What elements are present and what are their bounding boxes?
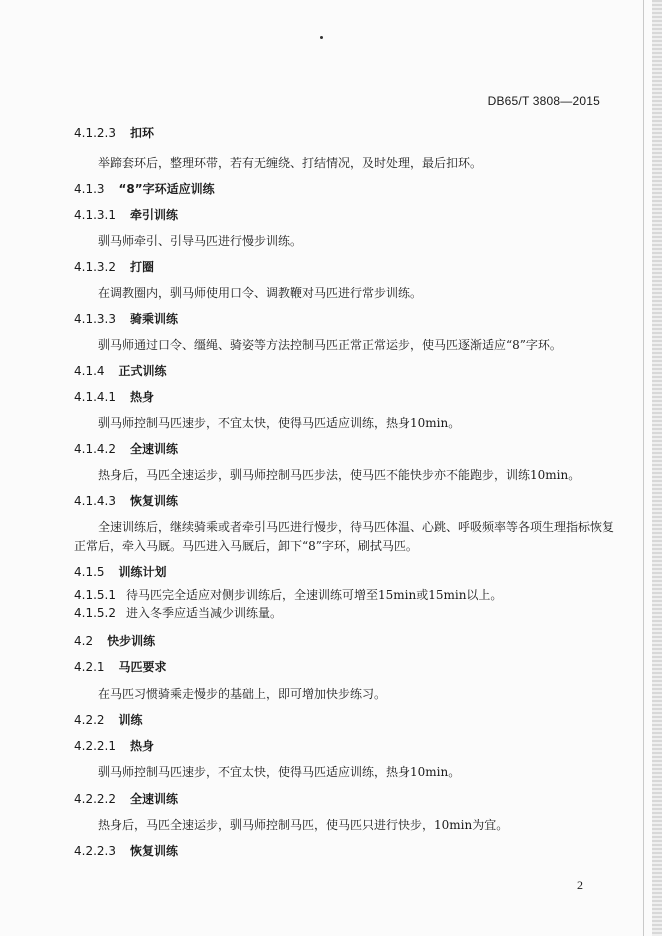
- section-heading: [74, 310, 178, 327]
- section-number: 4.1.3.2: [74, 260, 116, 274]
- section-title: “8”字环适应训练: [118, 182, 215, 196]
- section-heading: [74, 790, 178, 807]
- section-title: 训练: [118, 713, 143, 727]
- page-number: 2: [577, 878, 583, 892]
- section-title: 马匹要求: [118, 660, 167, 674]
- section-heading: [74, 737, 154, 754]
- item-text: 待马匹完全适应对侧步训练后，全速训练可增至15min或15min以上。: [125, 588, 503, 602]
- section-title: 扣环: [129, 126, 154, 140]
- section-heading: [74, 180, 215, 197]
- paragraph-text: 在调教圈内，驯马师使用口令、调教鞭对马匹进行常步训练。: [98, 286, 423, 300]
- section-title: 全速训练: [129, 792, 178, 806]
- section-title: 热身: [129, 739, 154, 753]
- section-heading: [74, 563, 167, 580]
- section-heading: [74, 658, 167, 675]
- section-title: 热身: [129, 390, 154, 404]
- item-number: 4.1.5.1: [74, 588, 116, 602]
- section-heading: [74, 440, 178, 457]
- section-title: 训练计划: [118, 565, 167, 579]
- section-number: 4.2.2.2: [74, 792, 116, 806]
- section-number: 4.2.2.1: [74, 739, 116, 753]
- section-title: 恢复训练: [129, 494, 178, 508]
- section-number: 4.1.5: [74, 565, 105, 579]
- list-item: [74, 604, 282, 621]
- section-title: 骑乘训练: [129, 312, 178, 326]
- section-number: 4.2.2.3: [74, 844, 116, 858]
- paragraph-text: 热身后，马匹全速运步，驯马师控制马匹，使马匹只进行快步，10min为宜。: [98, 818, 509, 832]
- item-text: 进入冬季应适当减少训练量。: [125, 606, 282, 620]
- section-number: 4.1.3.1: [74, 208, 116, 222]
- section-title: 打圈: [129, 260, 154, 274]
- section-title: 正式训练: [118, 364, 167, 378]
- section-heading: [74, 362, 167, 379]
- section-title: 恢复训练: [129, 844, 178, 858]
- section-heading: [74, 492, 178, 509]
- section-number: 4.1.3.3: [74, 312, 116, 326]
- paragraph-text: 正常后，牵入马厩。马匹进入马厩后，卸下“8”字环，刷拭马匹。: [74, 539, 418, 553]
- paragraph-text: 举蹄套环后，整理环带，若有无缠绕、打结情况，及时处理，最后扣环。: [98, 156, 483, 170]
- section-number: 4.1.2.3: [74, 126, 116, 140]
- section-heading: [74, 124, 154, 141]
- paragraph-text: 热身后，马匹全速运步，驯马师控制马匹步法，使马匹不能快步亦不能跑步，训练10min。: [98, 468, 581, 482]
- scan-speck: [320, 36, 323, 39]
- paragraph-text: 驯马师通过口令、缰绳、骑姿等方法控制马匹正常正常运步，使马匹逐渐适应“8”字环。: [98, 338, 562, 352]
- list-item: [74, 586, 502, 603]
- section-number: 4.1.4: [74, 364, 105, 378]
- section-number: 4.1.4.3: [74, 494, 116, 508]
- section-title: 快步训练: [107, 634, 156, 648]
- section-number: 4.1.4.2: [74, 442, 116, 456]
- section-title: 全速训练: [129, 442, 178, 456]
- paragraph-text: 驯马师控制马匹速步，不宜太快，使得马匹适应训练，热身10min。: [98, 416, 461, 430]
- scan-edge-line: [643, 0, 644, 936]
- section-number: 4.1.4.1: [74, 390, 116, 404]
- section-heading: [74, 206, 178, 223]
- section-number: 4.2.1: [74, 660, 105, 674]
- section-heading: [74, 842, 178, 859]
- section-number: 4.2: [74, 634, 94, 648]
- section-number: 4.2.2: [74, 713, 105, 727]
- paragraph-text: 驯马师控制马匹速步，不宜太快，使得马匹适应训练，热身10min。: [98, 765, 461, 779]
- standard-code: DB65/T 3808—2015: [487, 94, 600, 108]
- item-number: 4.1.5.2: [74, 606, 116, 620]
- section-heading: [74, 258, 154, 275]
- section-heading: [74, 388, 154, 405]
- section-number: 4.1.3: [74, 182, 105, 196]
- section-title: 牵引训练: [129, 208, 178, 222]
- section-heading: [74, 711, 143, 728]
- paragraph-text: 驯马师牵引、引导马匹进行慢步训练。: [98, 234, 303, 248]
- section-heading: [74, 632, 155, 649]
- paragraph-text: 在马匹习惯骑乘走慢步的基础上，即可增加快步练习。: [98, 687, 387, 701]
- scan-edge: [652, 0, 662, 936]
- paragraph-text: 全速训练后，继续骑乘或者牵引马匹进行慢步，待马匹体温、心跳、呼吸频率等各项生理指标恢复: [98, 520, 615, 534]
